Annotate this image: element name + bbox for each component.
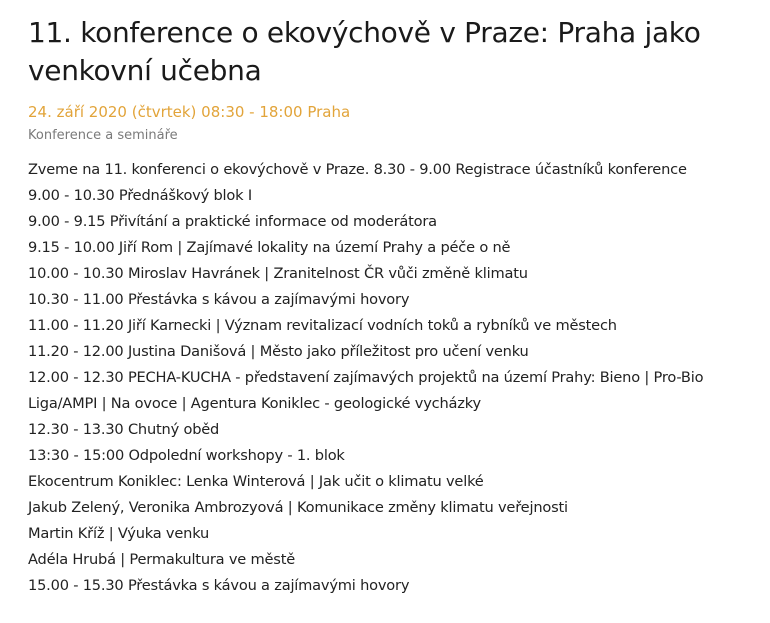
program-line: 9.15 - 10.00 Jiří Rom | Zajímavé lokality na území Prahy a péče o ně <box>28 239 511 256</box>
program-line: Jakub Zelený, Veronika Ambrozyová | Komunikace změny klimatu veřejnosti <box>28 499 568 516</box>
program-line: 9.00 - 10.30 Přednáškový blok I <box>28 187 252 204</box>
program-line: Liga/AMPI | Na ovoce | Agentura Koniklec - geologické vycházky <box>28 395 481 412</box>
event-category: Konference a semináře <box>28 128 178 143</box>
program-line: Zveme na 11. konferenci o ekovýchově v Praze. 8.30 - 9.00 Registrace účastníků konference <box>28 161 687 178</box>
program-line: Martin Kříž | Výuka venku <box>28 525 210 542</box>
program-line: Ekocentrum Koniklec: Lenka Winterová | Jak učit o klimatu velké <box>28 473 484 490</box>
program-line: 13:30 - 15:00 Odpolední workshopy - 1. blok <box>28 447 345 464</box>
program-line: 15.00 - 15.30 Přestávka s kávou a zajímavými hovory <box>28 577 410 594</box>
program-line: 9.00 - 9.15 Přivítání a praktické informace od moderátora <box>28 213 437 230</box>
event-article <box>28 14 758 599</box>
program-line: 12.00 - 12.30 PECHA-KUCHA - představení zajímavých projektů na území Prahy: Bieno | Pro-Bio <box>28 369 704 386</box>
program-line: 12.30 - 13.30 Chutný oběd <box>28 421 220 438</box>
event-date: 24. září 2020 (čtvrtek) 08:30 - 18:00 Praha <box>28 103 351 121</box>
event-title: 11. konference o ekovýchově v Praze: Praha jako venkovní učebna <box>28 16 701 87</box>
event-program <box>28 157 758 599</box>
program-line: 10.30 - 11.00 Přestávka s kávou a zajímavými hovory <box>28 291 410 308</box>
program-line: 11.00 - 11.20 Jiří Karnecki | Význam revitalizací vodních toků a rybníků ve městech <box>28 317 617 334</box>
program-line: 11.20 - 12.00 Justina Danišová | Město jako příležitost pro učení venku <box>28 343 529 360</box>
program-line: Adéla Hrubá | Permakultura ve městě <box>28 551 296 568</box>
program-line: 10.00 - 10.30 Miroslav Havránek | Zranitelnost ČR vůči změně klimatu <box>28 265 528 282</box>
